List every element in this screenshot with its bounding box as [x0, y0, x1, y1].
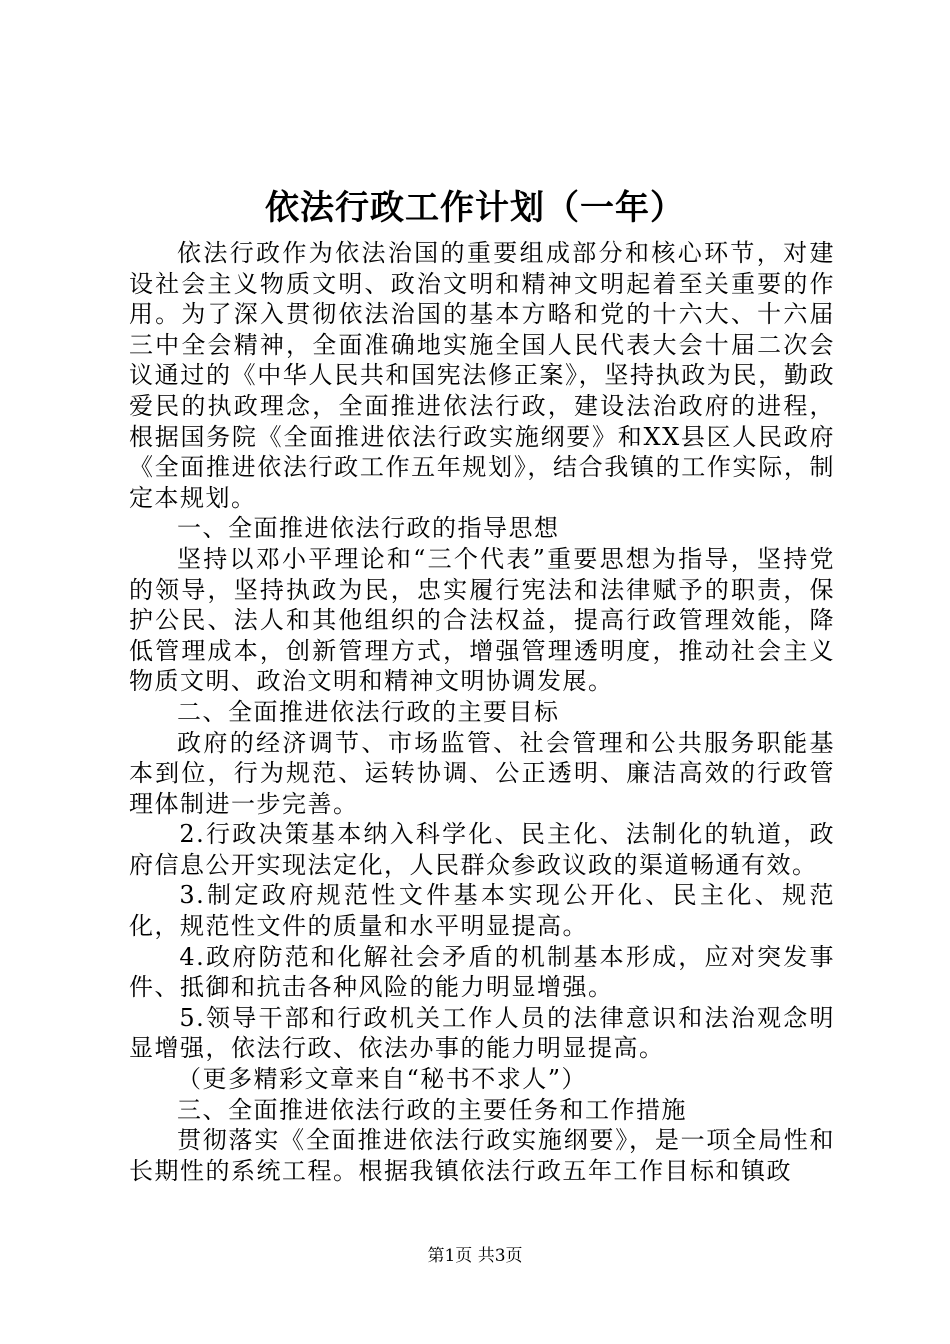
paragraph-goal-1: 政府的经济调节、市场监管、社会管理和公共服务职能基本到位，行为规范、运转协调、公正透明、廉洁高效的行政管理体制进一步完善。	[129, 728, 835, 818]
page-number: 第1页 共3页	[427, 1246, 523, 1266]
section-heading-2: 二、全面推进依法行政的主要目标	[177, 697, 560, 726]
paragraph-source-note: （更多精彩文章来自“秘书不求人”）	[177, 1065, 588, 1094]
document-body	[129, 238, 835, 1186]
paragraph-goal-2: 2.行政决策基本纳入科学化、民主化、法制化的轨道，政府信息公开实现法定化，人民群众参政议政的渠道畅通有效。	[129, 820, 835, 879]
section-heading-3: 三、全面推进依法行政的主要任务和工作措施	[177, 1095, 687, 1124]
paragraph-goal-3: 3.制定政府规范性文件基本实现公开化、民主化、规范化，规范性文件的质量和水平明显提高。	[129, 881, 835, 941]
paragraph-goal-5: 5.领导干部和行政机关工作人员的法律意识和法治观念明显增强，依法行政、依法办事的能力明显提高。	[129, 1003, 835, 1063]
paragraph-goal-4: 4.政府防范和化解社会矛盾的机制基本形成，应对突发事件、抵御和抗击各种风险的能力明显增强。	[129, 942, 835, 1002]
paragraph-guiding-thought: 坚持以邓小平理论和“三个代表”重要思想为指导，坚持党的领导，坚持执政为民，忠实履行宪法和法律赋予的职责，保护公民、法人和其他组织的合法权益，提高行政管理效能，降低管理成本，创新管理方式，增强管理透明度，推动社会主义物质文明、政治文明和精神文明协调发展。	[129, 544, 835, 696]
document-title: 依法行政工作计划（一年）	[265, 188, 685, 228]
section-heading-1: 一、全面推进依法行政的指导思想	[177, 514, 560, 543]
paragraph-tasks: 贯彻落实《全面推进依法行政实施纲要》，是一项全局性和长期性的系统工程。根据我镇依法行政五年工作目标和镇政	[129, 1126, 835, 1185]
paragraph-intro: 依法行政作为依法治国的重要组成部分和核心环节，对建设社会主义物质文明、政治文明和精神文明起着至关重要的作用。为了深入贯彻依法治国的基本方略和党的十六大、十六届三中全会精神，全面准确地实施全国人民代表大会十届二次会议通过的《中华人民共和国宪法修正案》，坚持执政为民，勤政爱民的执政理念，全面推进依法行政，建设法治政府的进程，根据国务院《全面推进依法行政实施纲要》和XX县区人民政府《全面推进依法行政工作五年规划》，结合我镇的工作实际，制定本规划。	[129, 239, 835, 512]
